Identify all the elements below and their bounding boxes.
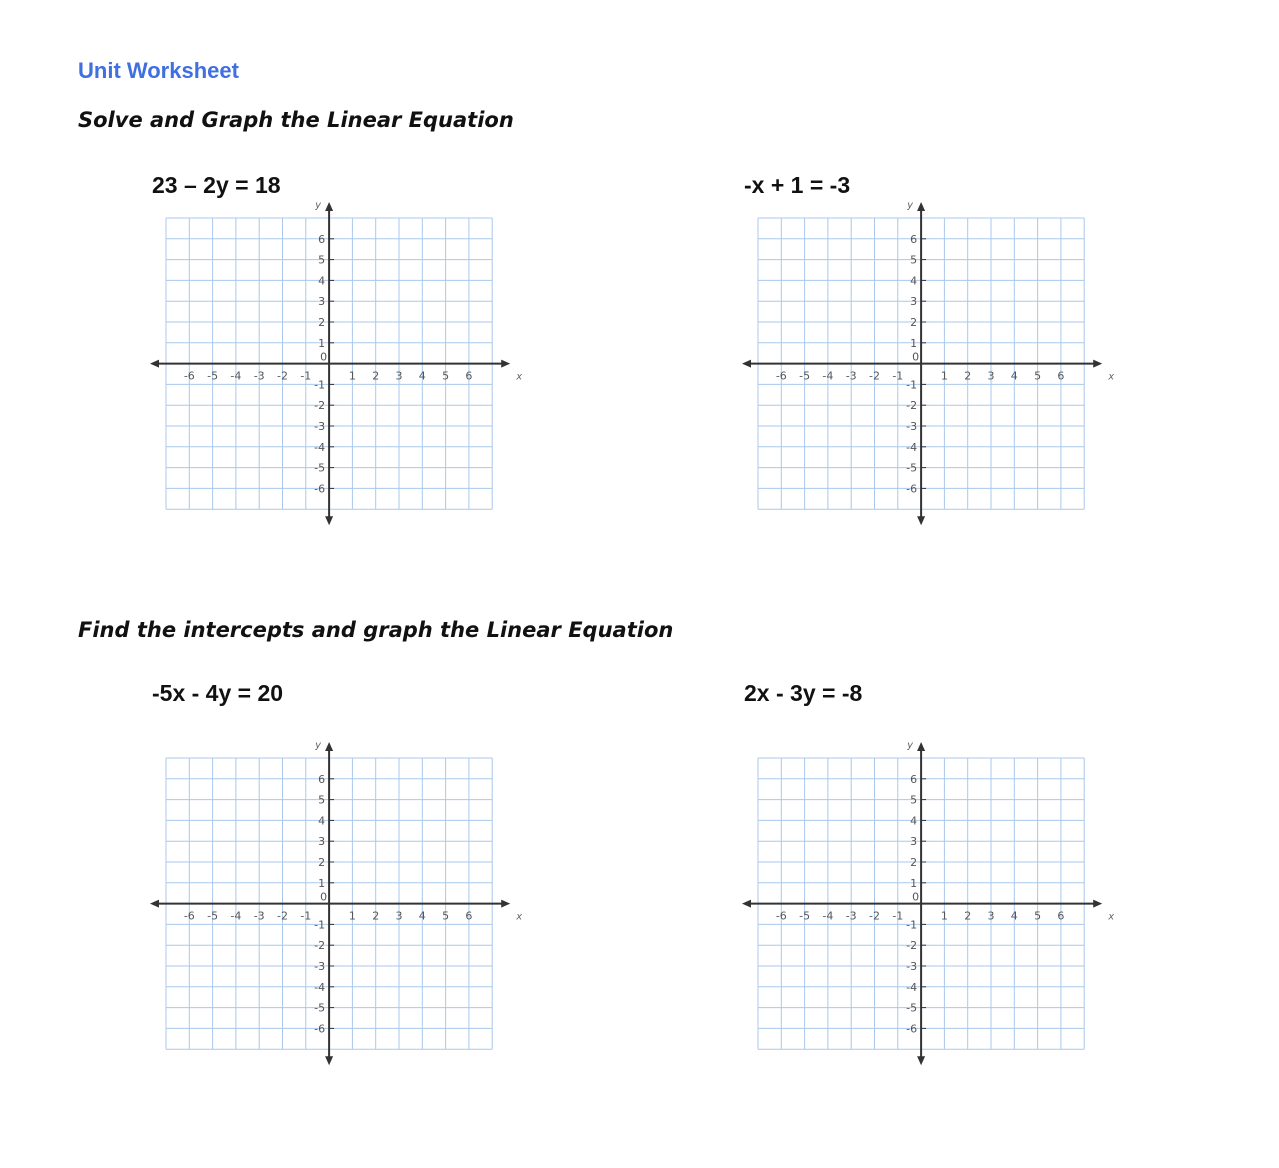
x-tick-label: -6 [775, 909, 787, 923]
x-tick-label: 4 [1010, 369, 1018, 383]
y-tick-label: -1 [314, 378, 326, 392]
x-tick-label: -1 [300, 909, 312, 923]
x-tick-label: -1 [892, 909, 904, 923]
coordinate-grid-1[interactable] [148, 198, 522, 524]
y-tick-label: -1 [906, 918, 918, 932]
x-tick-label: -2 [277, 369, 288, 383]
y-tick-label: 4 [910, 274, 918, 288]
y-tick-label: -6 [906, 482, 918, 496]
y-axis-down-arrow [325, 1056, 333, 1065]
y-axis-up-arrow [325, 202, 333, 211]
y-axis-up-arrow [917, 742, 925, 751]
y-tick-label: 6 [318, 772, 326, 786]
y-tick-label: 2 [910, 856, 918, 869]
y-tick-label: -3 [314, 960, 326, 973]
section-heading-intercepts: Find the intercepts and graph the Linear Equation [78, 618, 674, 642]
x-tick-label: 2 [372, 909, 380, 923]
y-tick-label: 4 [910, 814, 918, 828]
x-tick-label: 4 [418, 909, 426, 923]
y-tick-label: -4 [906, 980, 918, 994]
x-tick-label: 5 [442, 909, 450, 923]
x-tick-label: 1 [940, 369, 948, 383]
x-tick-label: -2 [869, 909, 880, 923]
origin-label: 0 [320, 350, 328, 364]
y-tick-label: 6 [910, 772, 918, 786]
y-tick-label: -5 [906, 461, 918, 475]
x-tick-label: -6 [183, 909, 195, 923]
x-tick-label: 5 [1034, 369, 1042, 383]
y-tick-label: -6 [314, 482, 326, 496]
y-tick-label: -3 [906, 960, 918, 973]
coordinate-grid-3[interactable] [148, 738, 522, 1064]
x-axis-right-arrow [1093, 360, 1102, 368]
y-tick-label: -1 [906, 378, 918, 392]
x-tick-label: 6 [1057, 369, 1065, 383]
x-tick-label: 3 [395, 369, 403, 383]
problem-4 [744, 680, 1164, 1060]
y-tick-label: -2 [314, 399, 326, 413]
x-axis-label: x [1108, 911, 1115, 923]
y-axis-up-arrow [325, 742, 333, 751]
x-tick-label: -5 [799, 369, 811, 383]
y-tick-label: 1 [910, 336, 918, 350]
x-tick-label: -6 [183, 369, 195, 383]
x-tick-label: 6 [465, 909, 473, 923]
x-axis-label: x [1108, 371, 1115, 383]
y-tick-label: -5 [314, 461, 326, 475]
y-tick-label: 6 [318, 232, 326, 246]
y-axis-label: y [907, 740, 914, 751]
y-tick-label: -6 [906, 1022, 918, 1036]
y-tick-label: -2 [906, 399, 918, 413]
x-tick-label: 5 [442, 369, 450, 383]
section-heading-solve: Solve and Graph the Linear Equation [78, 108, 514, 132]
y-tick-label: -4 [906, 440, 918, 454]
y-tick-label: 3 [910, 835, 918, 849]
x-axis-right-arrow [501, 900, 510, 908]
x-tick-label: 6 [465, 369, 473, 383]
x-tick-label: -5 [799, 909, 811, 923]
y-tick-label: 4 [318, 814, 326, 828]
y-tick-label: 3 [318, 835, 326, 849]
equation-4: 2x - 3y = -8 [744, 680, 863, 706]
x-tick-label: -4 [822, 909, 834, 923]
y-axis-down-arrow [917, 516, 925, 525]
y-tick-label: -4 [314, 440, 326, 454]
y-tick-label: 2 [910, 316, 918, 329]
x-tick-label: -6 [775, 369, 787, 383]
x-axis-left-arrow [742, 360, 751, 368]
problem-1 [152, 172, 572, 552]
y-tick-label: 1 [910, 876, 918, 890]
x-tick-label: 2 [964, 909, 972, 923]
x-axis-left-arrow [150, 360, 159, 368]
y-tick-label: 5 [318, 253, 326, 267]
worksheet-title: Unit Worksheet [78, 58, 239, 83]
y-tick-label: -4 [314, 980, 326, 994]
y-tick-label: -5 [906, 1001, 918, 1015]
x-axis-right-arrow [501, 360, 510, 368]
y-tick-label: 2 [318, 316, 326, 329]
y-axis-label: y [315, 200, 322, 211]
y-tick-label: -5 [314, 1001, 326, 1015]
x-tick-label: -5 [207, 909, 219, 923]
x-tick-label: 4 [1010, 909, 1018, 923]
x-tick-label: -4 [822, 369, 834, 383]
x-axis-label: x [516, 911, 523, 923]
y-axis-label: y [315, 740, 322, 751]
x-axis-right-arrow [1093, 900, 1102, 908]
x-axis-label: x [516, 371, 523, 383]
x-tick-label: 2 [372, 369, 380, 383]
y-tick-label: 5 [910, 793, 918, 807]
x-tick-label: -3 [845, 909, 857, 923]
coordinate-grid-2[interactable] [740, 198, 1114, 524]
x-tick-label: 5 [1034, 909, 1042, 923]
y-axis-down-arrow [917, 1056, 925, 1065]
equation-3: -5x - 4y = 20 [152, 680, 284, 706]
origin-label: 0 [912, 350, 920, 364]
y-tick-label: 4 [318, 274, 326, 288]
equation-2: -x + 1 = -3 [744, 172, 851, 198]
y-tick-label: 2 [318, 856, 326, 869]
x-tick-label: -2 [277, 909, 288, 923]
problem-2 [744, 172, 1164, 552]
y-tick-label: 5 [318, 793, 326, 807]
origin-label: 0 [912, 890, 920, 904]
y-axis-label: y [907, 200, 914, 211]
y-tick-label: 3 [910, 295, 918, 309]
origin-label: 0 [320, 890, 328, 904]
x-tick-label: -5 [207, 369, 219, 383]
x-axis-left-arrow [150, 900, 159, 908]
coordinate-grid-4[interactable] [740, 738, 1114, 1064]
y-tick-label: 3 [318, 295, 326, 309]
y-tick-label: 5 [910, 253, 918, 267]
x-tick-label: 4 [418, 369, 426, 383]
y-tick-label: 1 [318, 876, 326, 890]
equation-1: 23 – 2y = 18 [152, 172, 281, 198]
x-tick-label: 2 [964, 369, 972, 383]
y-tick-label: 6 [910, 232, 918, 246]
problem-3 [152, 680, 572, 1060]
x-tick-label: -3 [845, 369, 857, 383]
x-tick-label: -4 [230, 369, 242, 383]
y-tick-label: -2 [314, 939, 326, 953]
x-tick-label: 1 [940, 909, 948, 923]
x-tick-label: -3 [253, 369, 265, 383]
x-axis-left-arrow [742, 900, 751, 908]
y-tick-label: -3 [314, 420, 326, 433]
y-tick-label: -1 [314, 918, 326, 932]
y-tick-label: -3 [906, 420, 918, 433]
x-tick-label: 3 [987, 369, 995, 383]
y-axis-down-arrow [325, 516, 333, 525]
x-tick-label: 1 [348, 369, 356, 383]
x-tick-label: 3 [395, 909, 403, 923]
y-axis-up-arrow [917, 202, 925, 211]
y-tick-label: -6 [314, 1022, 326, 1036]
x-tick-label: -4 [230, 909, 242, 923]
x-tick-label: 6 [1057, 909, 1065, 923]
x-tick-label: -1 [892, 369, 904, 383]
x-tick-label: 1 [348, 909, 356, 923]
y-tick-label: -2 [906, 939, 918, 953]
x-tick-label: 3 [987, 909, 995, 923]
x-tick-label: -3 [253, 909, 265, 923]
y-tick-label: 1 [318, 336, 326, 350]
x-tick-label: -1 [300, 369, 312, 383]
x-tick-label: -2 [869, 369, 880, 383]
